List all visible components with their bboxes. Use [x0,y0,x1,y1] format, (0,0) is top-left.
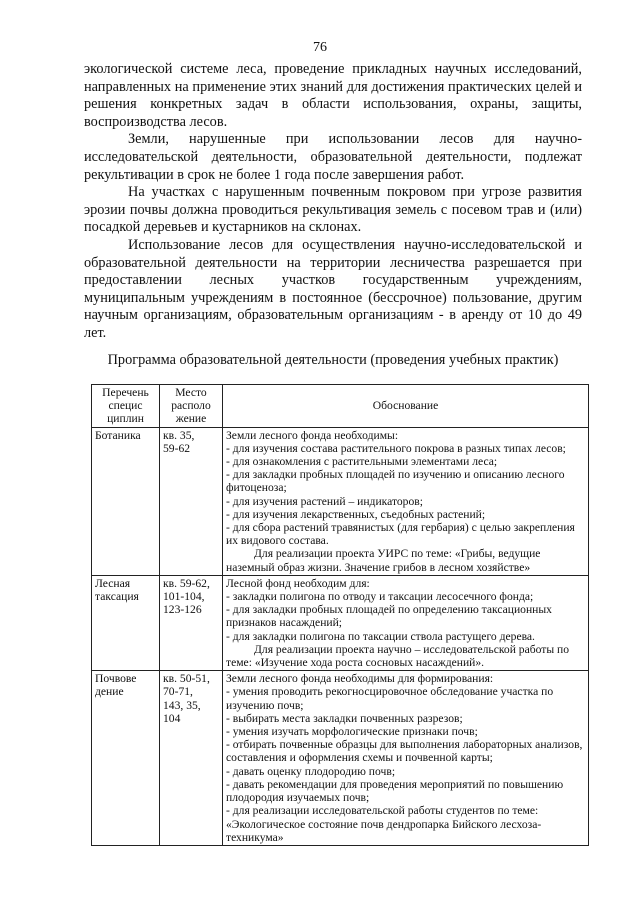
location-line: 104 [163,711,181,725]
justification-line: - для ознакомления с растительными элементами леса; [226,455,498,469]
table-header-row [92,385,589,428]
justification-line: - для закладки полигона по таксации ствола растущего дерева. [226,629,535,643]
justification-line: - закладки полигона по отводу и таксации лесосечного фонда; [226,590,534,604]
discipline-line: Лесная [95,576,131,590]
justification-line: - умения изучать морфологические признаки почв; [226,725,478,739]
justification-line: - отбирать почвенные образцы для выполнения лабораторных анализов, составления и оформления схемы и почвенной карты; [226,738,583,765]
header-location-line: располо [171,399,211,413]
location-line: 143, 35, [163,698,201,712]
header-justification: Обоснование [223,385,589,428]
location-line: 123-126 [163,603,202,617]
cell-discipline [92,427,160,575]
header-location [160,385,223,428]
cell-justification [223,575,589,670]
justification-line: - выбирать места закладки почвенных разрезов; [226,711,463,725]
cell-location [160,427,223,575]
discipline-line: Ботаника [95,428,141,442]
table-row [92,427,589,575]
justification-line: Земли лесного фонда необходимы: [226,428,399,442]
header-discipline [92,385,160,428]
cell-location [160,671,223,846]
header-discipline-line: циплин [107,412,144,426]
education-program-table [91,384,589,846]
discipline-line: таксация [95,590,139,604]
header-location-line: Место [175,386,207,399]
paragraph: На участках с нарушенным почвенным покровом при угрозе развития эрозии почвы должна проводиться рекультивация земель с посевом трав и (или) посадкой деревьев и кустарников на склонах. [84,184,582,236]
cell-discipline [92,575,160,670]
discipline-line: Почвове [95,672,137,686]
cell-location [160,575,223,670]
table-title: Программа образовательной деятельности (проведения учебных практик) [107,352,559,368]
location-line: 59-62 [163,441,191,455]
justification-line: - для реализации исследовательской работы студентов по теме: «Экологическое состояние почв дендропарка Бийского лесхоза-техникума» [226,804,542,844]
justification-line: - давать рекомендации для проведения мероприятий по повышению плодородия изучаемых почв; [226,777,564,805]
paragraph: экологической системе леса, проведение прикладных научных исследований, направленных на применение этих знаний для достижения практических целей и решения конкретных задач в области использования, охраны, защиты, воспроизводства лесов. [84,61,582,130]
table-row [92,575,589,670]
justification-line: Земли лесного фонда необходимы для формирования: [226,672,494,686]
page-number: 76 [313,40,327,55]
header-discipline-line: специс [108,399,143,413]
justification-line: - для изучения лекарственных, съедобных растений; [226,507,486,521]
paragraph: Земли, нарушенные при использовании лесов для научно-исследовательской деятельности, образовательной деятельности, подлежат рекультивации в срок не более 1 года после завершения работ. [84,131,582,183]
cell-justification [223,671,589,846]
header-discipline-line: Перечень [102,386,149,399]
justification-line: Для реализации проекта УИРС по теме: «Грибы, ведущие наземный образ жизни. Значение грибов в лесном хозяйстве» [226,547,541,574]
justification-line: - для закладки пробных площадей по определению таксационных признаков насаждений; [226,603,552,630]
location-line: 70-71, [163,685,193,699]
justification-line: - давать оценку плодородию почв; [226,764,396,778]
justification-line: Для реализации проекта научно – исследовательской работы по теме: «Изучение хода роста сосновых насаждений». [226,642,570,670]
justification-line: - умения проводить рекогносцировочное обследование участка по изучению почв; [226,685,554,712]
justification-line: - для изучения состава растительного покрова в разных типах лесов; [226,441,566,455]
location-line: 101-104, [163,590,205,604]
table-row [92,671,589,846]
justification-line: - для изучения растений – индикаторов; [226,494,423,508]
location-line: кв. 59-62, [163,576,210,590]
cell-discipline [92,671,160,846]
justification-line: Лесной фонд необходим для: [226,576,370,590]
body-text [84,61,582,343]
header-location-line: жение [175,412,207,426]
discipline-line: дение [95,685,124,699]
paragraph: Использование лесов для осуществления научно-исследовательской и образовательной деятельности на территории лесничества разрешается при предоставлении лесных участков государственным учреждениям, муниципальным учреждениям в постоянное (бессрочное) пользование, другим научным организациям, образовательным организациям - в аренду от 10 до 49 лет. [84,236,582,341]
location-line: кв. 35, [163,428,195,442]
cell-justification [223,427,589,575]
justification-line: - для закладки пробных площадей по изучению и описанию лесного фитоценоза; [226,468,565,495]
location-line: кв. 50-51, [163,672,210,686]
justification-line: - для сбора растений травянистых (для гербария) с целью закрепления их видового состава. [226,521,575,548]
